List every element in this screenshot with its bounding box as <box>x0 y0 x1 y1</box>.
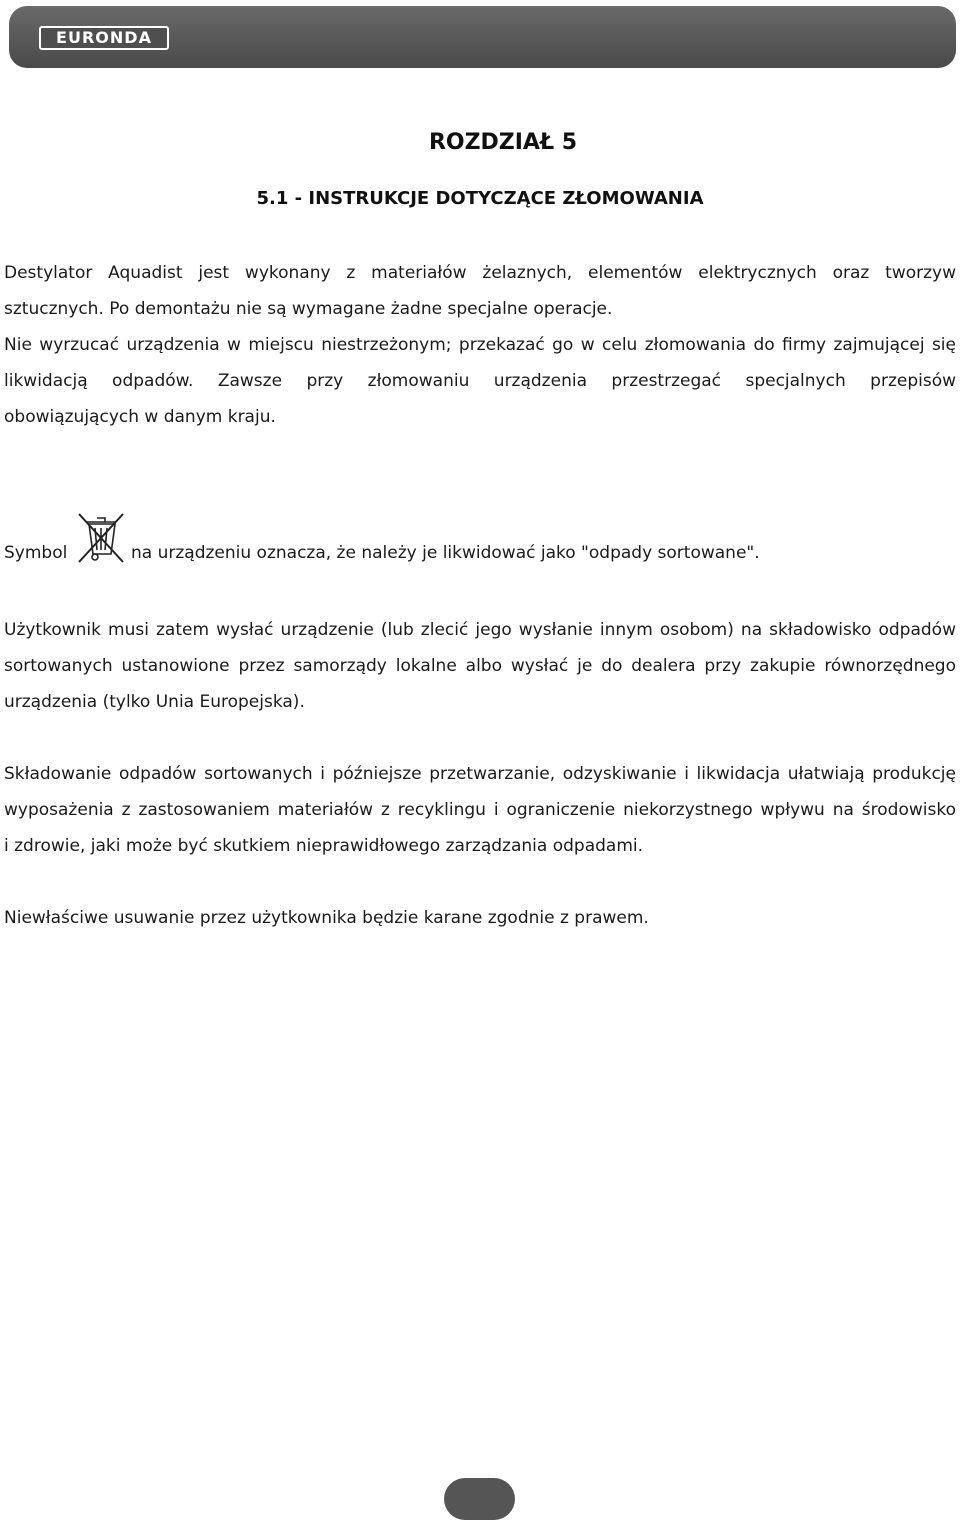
paragraph-user-obligation <box>4 612 956 720</box>
paragraph-line: Nie wyrzucać urządzenia w miejscu niestrzeżonym; przekazać go w celu złomowania do firmy zajmującej się <box>4 335 956 355</box>
paragraph-line: Destylator Aquadist jest wykonany z materiałów żelaznych, elementów elektrycznych oraz tworzyw <box>4 263 956 283</box>
page-number-badge <box>444 1478 515 1520</box>
chapter-title: ROZDZIAŁ 5 <box>428 130 578 155</box>
paragraph-penalty <box>4 900 956 936</box>
paragraph-line: Niewłaściwe usuwanie przez użytkownika będzie karane zgodnie z prawem. <box>4 908 649 928</box>
symbol-line <box>4 510 956 570</box>
paragraph-line: i zdrowie, jaki może być skutkiem nieprawidłowego zarządzania odpadami. <box>4 836 644 856</box>
paragraph-line: wyposażenia z zastosowaniem materiałów z recyklingu i ograniczenie niekorzystnego wpływu na środowisko <box>4 800 956 820</box>
paragraph-materials <box>4 255 956 435</box>
paragraph-line: Składowanie odpadów sortowanych i późniejsze przetwarzanie, odzyskiwanie i likwidacja ułatwiają produkcję <box>4 764 956 784</box>
paragraph-line: urządzenia (tylko Unia Europejska). <box>4 692 305 712</box>
paragraph-line: sztucznych. Po demontażu nie są wymagane żadne specjalne operacje. <box>4 299 613 319</box>
symbol-label: Symbol <box>4 543 68 563</box>
paragraph-line: Użytkownik musi zatem wysłać urządzenie (lub zlecić jego wysłanie innym osobom) na składowisko odpadów <box>4 620 956 640</box>
section-title: 5.1 - INSTRUKCJE DOTYCZĄCE ZŁOMOWANIA <box>256 188 704 209</box>
paragraph-recycling <box>4 756 956 864</box>
euronda-logo <box>39 26 169 50</box>
paragraph-line: sortowanych ustanowione przez samorządy lokalne albo wysłać je do dealera przy zakupie równorzędnego <box>4 656 956 676</box>
logo-text: EURONDA <box>56 28 152 47</box>
crossed-out-wheelie-bin-icon <box>73 510 129 566</box>
symbol-description: na urządzeniu oznacza, że należy je likwidować jako "odpady sortowane". <box>131 543 760 563</box>
paragraph-line: obowiązujących w danym kraju. <box>4 407 276 427</box>
paragraph-line: likwidacją odpadów. Zawsze przy złomowaniu urządzenia przestrzegać specjalnych przepisów <box>4 371 956 391</box>
